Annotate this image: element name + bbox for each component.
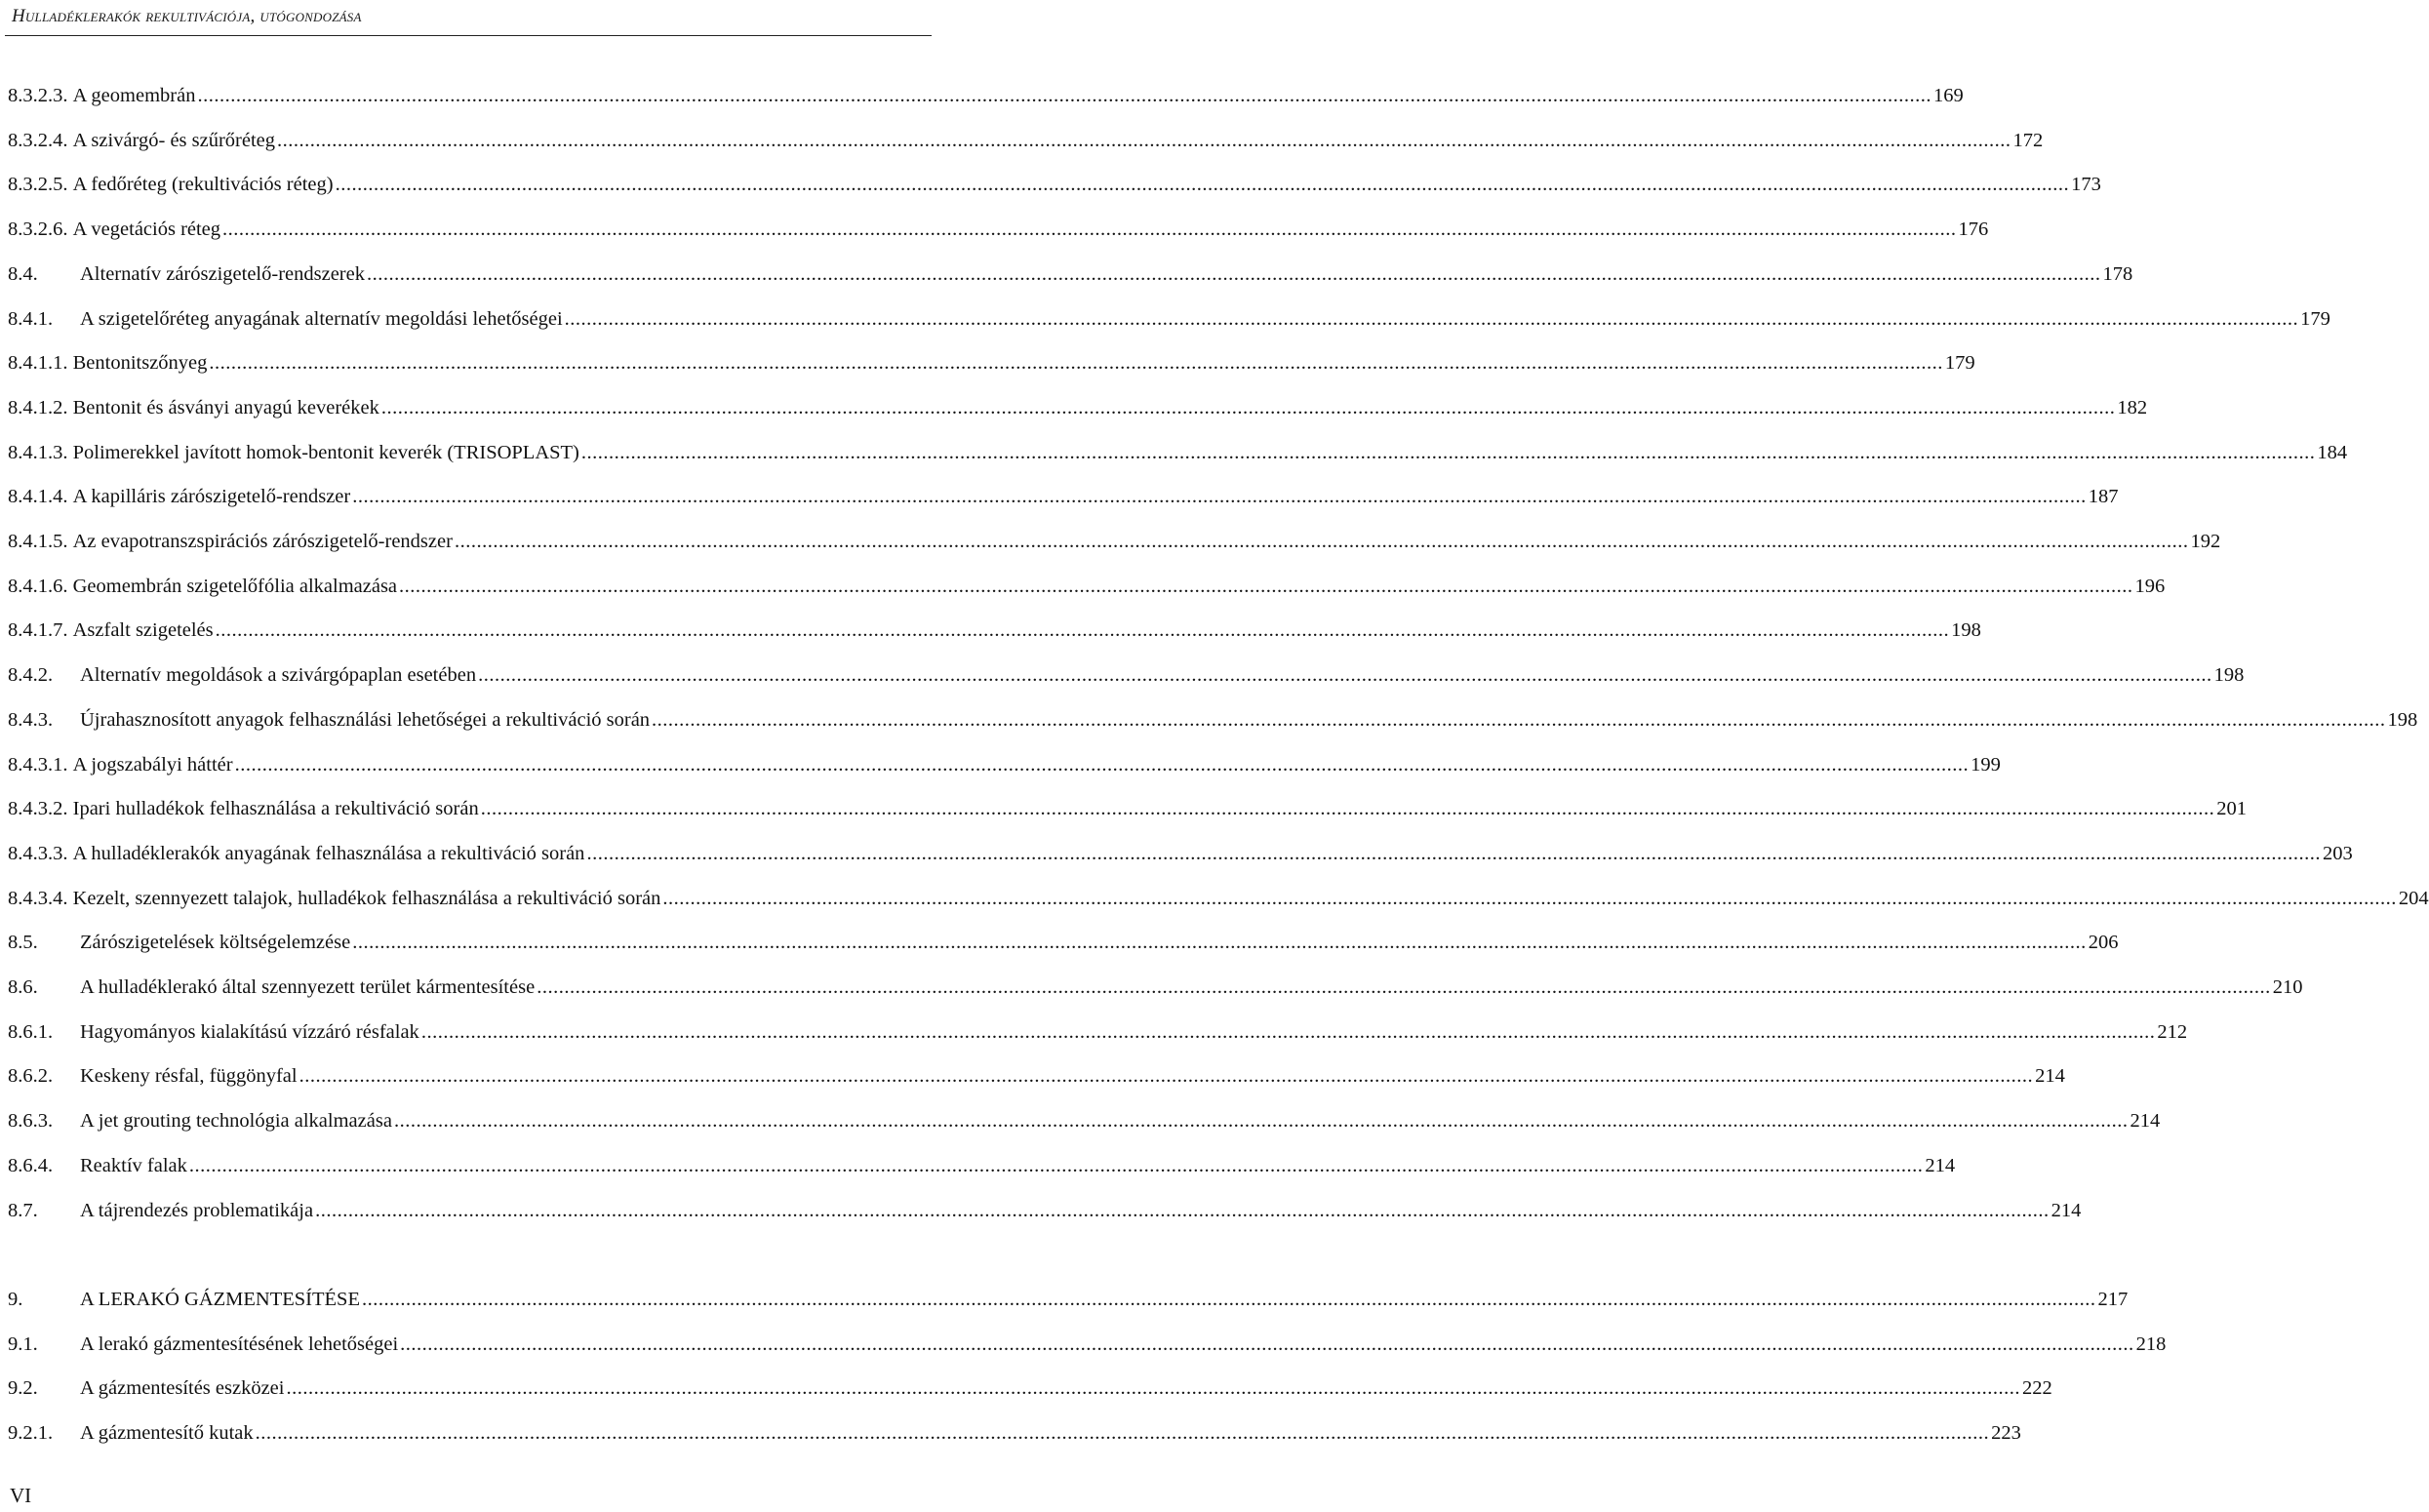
toc-entry-page: 210 — [2272, 976, 2303, 998]
toc-entry-page: 218 — [2135, 1333, 2167, 1355]
toc-dot-leader — [455, 526, 2189, 557]
toc-entry-number: 9. — [8, 1289, 23, 1310]
running-header: Hulladéklerakók rekultivációja, utógondozása — [12, 6, 362, 26]
toc-dot-leader — [421, 1016, 2156, 1048]
toc-entry-number: 8.4.1.5. — [8, 531, 68, 552]
toc-entry[interactable] — [8, 1417, 2021, 1449]
toc-entry-title: A tájrendezés problematikája — [80, 1200, 314, 1221]
toc-entry[interactable] — [8, 883, 2429, 914]
toc-entry-number: 8.4.1.3. — [8, 442, 68, 463]
toc-entry-number: 9.2.1. — [8, 1422, 54, 1444]
toc-entry-number: 8.6.4. — [8, 1155, 54, 1176]
toc-dot-leader — [399, 571, 2133, 602]
toc-entry[interactable] — [8, 259, 2133, 290]
toc-entry-number: 8.4.1.7. — [8, 619, 68, 641]
toc-entry[interactable] — [8, 749, 2001, 780]
toc-dot-leader — [286, 1373, 2020, 1404]
toc-entry-number: 8.4.1.1. — [8, 352, 68, 374]
toc-entry-title: A hulladéklerakó által szennyezett terület kármentesítése — [80, 976, 536, 998]
toc-entry[interactable] — [8, 481, 2119, 512]
toc-entry-number: 8.4.1. — [8, 308, 54, 330]
toc-entry-number: 9.2. — [8, 1377, 38, 1399]
toc-entry-title: A vegetációs réteg — [67, 219, 221, 240]
toc-entry-number: 8.4. — [8, 263, 38, 285]
toc-entry-page: 203 — [2322, 843, 2353, 864]
toc-entry-title: A szivárgó- és szűrőréteg — [67, 130, 276, 151]
toc-entry-title: Geomembrán szigetelőfólia alkalmazása — [67, 576, 398, 597]
toc-dot-leader — [336, 169, 2070, 200]
toc-entry[interactable] — [8, 526, 2221, 557]
toc-entry-page: 198 — [2387, 709, 2418, 731]
toc-dot-leader — [400, 1329, 2134, 1360]
toc-entry-title: A szigetelőréteg anyagának alternatív megoldási lehetőségei — [80, 308, 563, 330]
toc-dot-leader — [381, 392, 2116, 423]
toc-entry-title: Újrahasznosított anyagok felhasználási lehetőségei a rekultiváció során — [80, 709, 651, 731]
toc-dot-leader — [197, 80, 1931, 111]
toc-entry[interactable] — [8, 571, 2166, 602]
toc-entry-title: Hagyományos kialakítású vízzáró résfalak — [80, 1021, 419, 1043]
toc-entry-page: 199 — [1971, 754, 2001, 776]
toc-entry-page: 214 — [2035, 1065, 2065, 1087]
toc-entry[interactable] — [8, 659, 2245, 691]
toc-entry-title: A LERAKÓ GÁZMENTESÍTÉSE — [80, 1289, 360, 1310]
toc-dot-leader — [662, 883, 2397, 914]
toc-entry[interactable] — [8, 169, 2101, 200]
toc-entry-title: Polimerekkel javított homok-bentonit keverék (TRISOPLAST) — [67, 442, 579, 463]
toc-entry-page: 198 — [1951, 619, 1981, 641]
toc-entry[interactable] — [8, 125, 2044, 156]
toc-entry-page: 169 — [1932, 85, 1964, 106]
toc-dot-leader — [216, 615, 1950, 646]
toc-dot-leader — [352, 927, 2087, 958]
toc-entry[interactable] — [8, 1329, 2167, 1360]
toc-entry-number: 8.3.2.3. — [8, 85, 68, 106]
toc-dot-leader — [235, 749, 1970, 780]
toc-entry-page: 184 — [2317, 442, 2348, 463]
toc-dot-leader — [277, 125, 2011, 156]
toc-entry-title: Kezelt, szennyezett talajok, hulladékok felhasználása a rekultiváció során — [67, 888, 661, 909]
toc-entry-title: A geomembrán — [67, 85, 196, 106]
toc-entry[interactable] — [8, 303, 2330, 335]
toc-entry-number: 8.3.2.5. — [8, 174, 68, 195]
toc-entry-title: A hulladéklerakók anyagának felhasználása a rekultiváció során — [67, 843, 585, 864]
toc-entry-page: 214 — [2051, 1200, 2082, 1221]
toc-entry-title: A lerakó gázmentesítésének lehetőségei — [80, 1333, 399, 1355]
toc-entry[interactable] — [8, 927, 2119, 958]
toc-entry-title: Aszfalt szigetelés — [67, 619, 214, 641]
toc-dot-leader — [315, 1195, 2050, 1226]
toc-entry[interactable] — [8, 392, 2148, 423]
toc-entry-number: 8.3.2.4. — [8, 130, 68, 151]
toc-entry-title: Az evapotranszspirációs zárószigetelő-rendszer — [67, 531, 453, 552]
toc-entry[interactable] — [8, 1150, 1956, 1181]
toc-entry-title: Reaktív falak — [80, 1155, 187, 1176]
toc-entry-number: 8.4.2. — [8, 664, 54, 686]
toc-dot-leader — [222, 214, 1957, 245]
toc-entry[interactable] — [8, 347, 1975, 378]
toc-dot-leader — [481, 793, 2215, 824]
toc-dot-leader — [478, 659, 2212, 691]
toc-dot-leader — [537, 972, 2271, 1003]
toc-entry-number: 8.6.1. — [8, 1021, 54, 1043]
toc-entry-page: 179 — [1944, 352, 1975, 374]
toc-entry-page: 176 — [1958, 219, 1989, 240]
toc-entry-title: Zárószigetelések költségelemzése — [80, 932, 351, 953]
toc-entry[interactable] — [8, 1373, 2052, 1404]
toc-entry-page: 204 — [2398, 888, 2429, 909]
toc-entry-page: 214 — [2130, 1110, 2161, 1132]
toc-dot-leader — [394, 1105, 2129, 1136]
toc-entry-number: 8.5. — [8, 932, 38, 953]
toc-entry[interactable] — [8, 615, 1981, 646]
toc-dot-leader — [652, 704, 2386, 736]
toc-dot-leader — [581, 437, 2316, 468]
toc-dot-leader — [367, 259, 2101, 290]
toc-entry-title: Ipari hulladékok felhasználása a rekultiváció során — [67, 798, 479, 819]
toc-entry-number: 9.1. — [8, 1333, 38, 1355]
toc-dot-leader — [586, 838, 2321, 869]
toc-entry-page: 178 — [2102, 263, 2133, 285]
toc-entry-title: Alternatív zárószigetelő-rendszerek — [80, 263, 365, 285]
toc-entry[interactable] — [8, 1195, 2082, 1226]
toc-dot-leader — [352, 481, 2087, 512]
toc-entry-page: 182 — [2117, 397, 2148, 418]
toc-entry-page: 201 — [2216, 798, 2247, 819]
toc-entry[interactable] — [8, 80, 1964, 111]
toc-entry-page: 214 — [1925, 1155, 1956, 1176]
toc-entry-number: 8.4.3.1. — [8, 754, 68, 776]
toc-entry-number: 8.4.1.2. — [8, 397, 68, 418]
toc-entry-number: 8.4.3.2. — [8, 798, 68, 819]
header-rule — [5, 35, 932, 36]
toc-entry-number: 8.7. — [8, 1200, 38, 1221]
toc-entry-title: A fedőréteg (rekultivációs réteg) — [67, 174, 334, 195]
toc-entry-number: 8.3.2.6. — [8, 219, 68, 240]
toc-entry-page: 192 — [2190, 531, 2221, 552]
toc-entry-page: 196 — [2134, 576, 2166, 597]
toc-entry-title: A kapilláris zárószigetelő-rendszer — [67, 486, 351, 507]
toc-entry-title: A jogszabályi háttér — [67, 754, 233, 776]
toc-entry-number: 8.4.1.4. — [8, 486, 68, 507]
toc-entry-page: 179 — [2300, 308, 2330, 330]
toc-entry-page: 187 — [2088, 486, 2119, 507]
toc-entry-page: 212 — [2157, 1021, 2188, 1043]
toc-entry-page: 217 — [2097, 1289, 2129, 1310]
toc-entry[interactable] — [8, 704, 2418, 736]
toc-entry-number: 8.4.1.6. — [8, 576, 68, 597]
toc-entry[interactable] — [8, 214, 1989, 245]
toc-dot-leader — [362, 1284, 2096, 1315]
toc-dot-leader — [189, 1150, 1924, 1181]
toc-entry-page: 223 — [1991, 1422, 2021, 1444]
toc-entry-title: A gázmentesítés eszközei — [80, 1377, 285, 1399]
toc-entry-number: 8.6.2. — [8, 1065, 54, 1087]
toc-entry[interactable] — [8, 972, 2303, 1003]
toc-entry[interactable] — [8, 437, 2348, 468]
toc-entry-number: 8.4.3.3. — [8, 843, 68, 864]
toc-dot-leader — [565, 303, 2299, 335]
toc-entry[interactable] — [8, 1284, 2129, 1315]
toc-dot-leader — [256, 1417, 1990, 1449]
toc-entry-page: 222 — [2021, 1377, 2052, 1399]
toc-entry[interactable] — [8, 838, 2353, 869]
toc-entry[interactable] — [8, 1016, 2188, 1048]
toc-entry[interactable] — [8, 1060, 2065, 1092]
toc-entry-title: Bentonitszőnyeg — [67, 352, 208, 374]
toc-entry-page: 172 — [2012, 130, 2044, 151]
toc-entry-page: 198 — [2213, 664, 2245, 686]
toc-dot-leader — [299, 1060, 2034, 1092]
toc-entry-number: 8.4.3.4. — [8, 888, 68, 909]
toc-entry-page: 173 — [2071, 174, 2101, 195]
toc-entry[interactable] — [8, 793, 2247, 824]
toc-entry-title: A jet grouting technológia alkalmazása — [80, 1110, 392, 1132]
toc-entry-title: A gázmentesítő kutak — [80, 1422, 254, 1444]
toc-entry-number: 8.4.3. — [8, 709, 54, 731]
toc-entry[interactable] — [8, 1105, 2161, 1136]
toc-dot-leader — [209, 347, 1943, 378]
page-number: VI — [10, 1484, 32, 1507]
toc-entry-title: Keskeny résfal, függönyfal — [80, 1065, 298, 1087]
toc-entry-number: 8.6. — [8, 976, 38, 998]
toc-entry-title: Alternatív megoldások a szivárgópaplan esetében — [80, 664, 477, 686]
toc-entry-number: 8.6.3. — [8, 1110, 54, 1132]
toc-entry-title: Bentonit és ásványi anyagú keverékek — [67, 397, 379, 418]
toc-entry-page: 206 — [2088, 932, 2119, 953]
